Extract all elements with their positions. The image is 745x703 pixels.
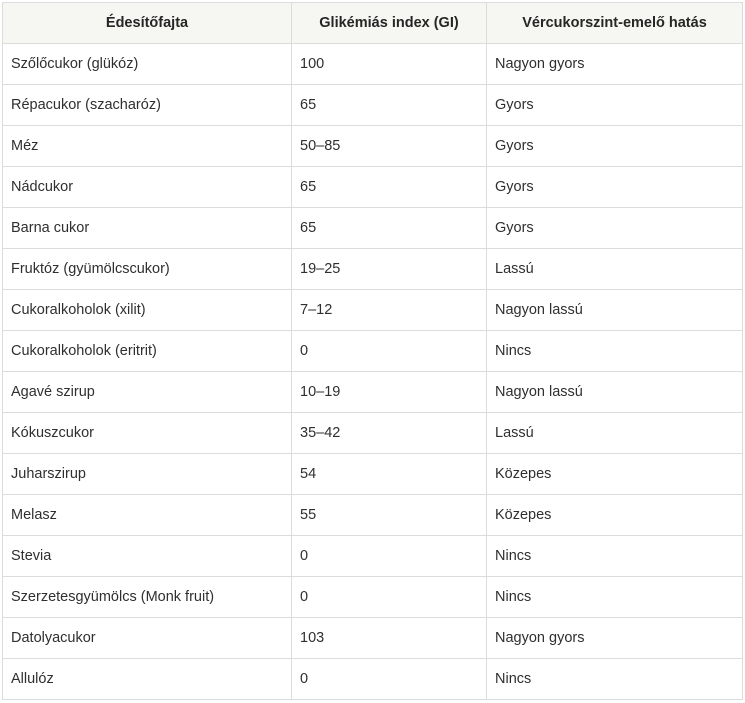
cell-gi: 50–85 [292,126,487,167]
table-row [3,413,743,454]
cell-effect: Közepes [487,495,743,536]
cell-effect: Nagyon gyors [487,618,743,659]
cell-effect: Gyors [487,167,743,208]
cell-gi: 0 [292,577,487,618]
cell-gi: 103 [292,618,487,659]
table-row [3,454,743,495]
cell-sweetener: Szerzetesgyümölcs (Monk fruit) [3,577,292,618]
table-row [3,290,743,331]
table-row [3,44,743,85]
table-row [3,536,743,577]
cell-effect: Nincs [487,659,743,700]
cell-sweetener: Datolyacukor [3,618,292,659]
cell-effect: Gyors [487,208,743,249]
header-sweetener-type: Édesítőfajta [3,3,292,44]
cell-effect: Nagyon lassú [487,372,743,413]
table-row [3,208,743,249]
header-glycemic-index: Glikémiás index (GI) [292,3,487,44]
cell-sweetener: Cukoralkoholok (eritrit) [3,331,292,372]
table-row [3,249,743,290]
table-header [3,3,743,44]
cell-gi: 10–19 [292,372,487,413]
cell-sweetener: Barna cukor [3,208,292,249]
cell-sweetener: Fruktóz (gyümölcscukor) [3,249,292,290]
cell-effect: Nincs [487,536,743,577]
header-blood-sugar-effect: Vércukorszint-emelő hatás [487,3,743,44]
table-row [3,659,743,700]
cell-gi: 7–12 [292,290,487,331]
cell-sweetener: Allulóz [3,659,292,700]
cell-sweetener: Stevia [3,536,292,577]
cell-sweetener: Szőlőcukor (glükóz) [3,44,292,85]
cell-effect: Lassú [487,249,743,290]
cell-sweetener: Agavé szirup [3,372,292,413]
cell-gi: 65 [292,85,487,126]
cell-effect: Lassú [487,413,743,454]
cell-gi: 35–42 [292,413,487,454]
cell-gi: 100 [292,44,487,85]
table-body [3,44,743,700]
header-row [3,3,743,44]
cell-sweetener: Répacukor (szacharóz) [3,85,292,126]
cell-gi: 54 [292,454,487,495]
cell-effect: Közepes [487,454,743,495]
sweetener-gi-table [2,2,743,700]
cell-sweetener: Melasz [3,495,292,536]
table-row [3,126,743,167]
table-row [3,85,743,126]
cell-gi: 0 [292,536,487,577]
table-row [3,577,743,618]
cell-sweetener: Kókuszcukor [3,413,292,454]
cell-gi: 0 [292,331,487,372]
table-row [3,372,743,413]
cell-gi: 19–25 [292,249,487,290]
cell-gi: 65 [292,208,487,249]
cell-sweetener: Juharszirup [3,454,292,495]
cell-sweetener: Cukoralkoholok (xilit) [3,290,292,331]
cell-effect: Nagyon gyors [487,44,743,85]
table-row [3,495,743,536]
table-row [3,331,743,372]
cell-sweetener: Nádcukor [3,167,292,208]
cell-effect: Nagyon lassú [487,290,743,331]
table-row [3,167,743,208]
cell-gi: 65 [292,167,487,208]
cell-gi: 0 [292,659,487,700]
cell-effect: Nincs [487,577,743,618]
cell-effect: Gyors [487,85,743,126]
cell-effect: Gyors [487,126,743,167]
cell-effect: Nincs [487,331,743,372]
table-row [3,618,743,659]
cell-gi: 55 [292,495,487,536]
cell-sweetener: Méz [3,126,292,167]
sweetener-gi-table-container [2,2,742,700]
